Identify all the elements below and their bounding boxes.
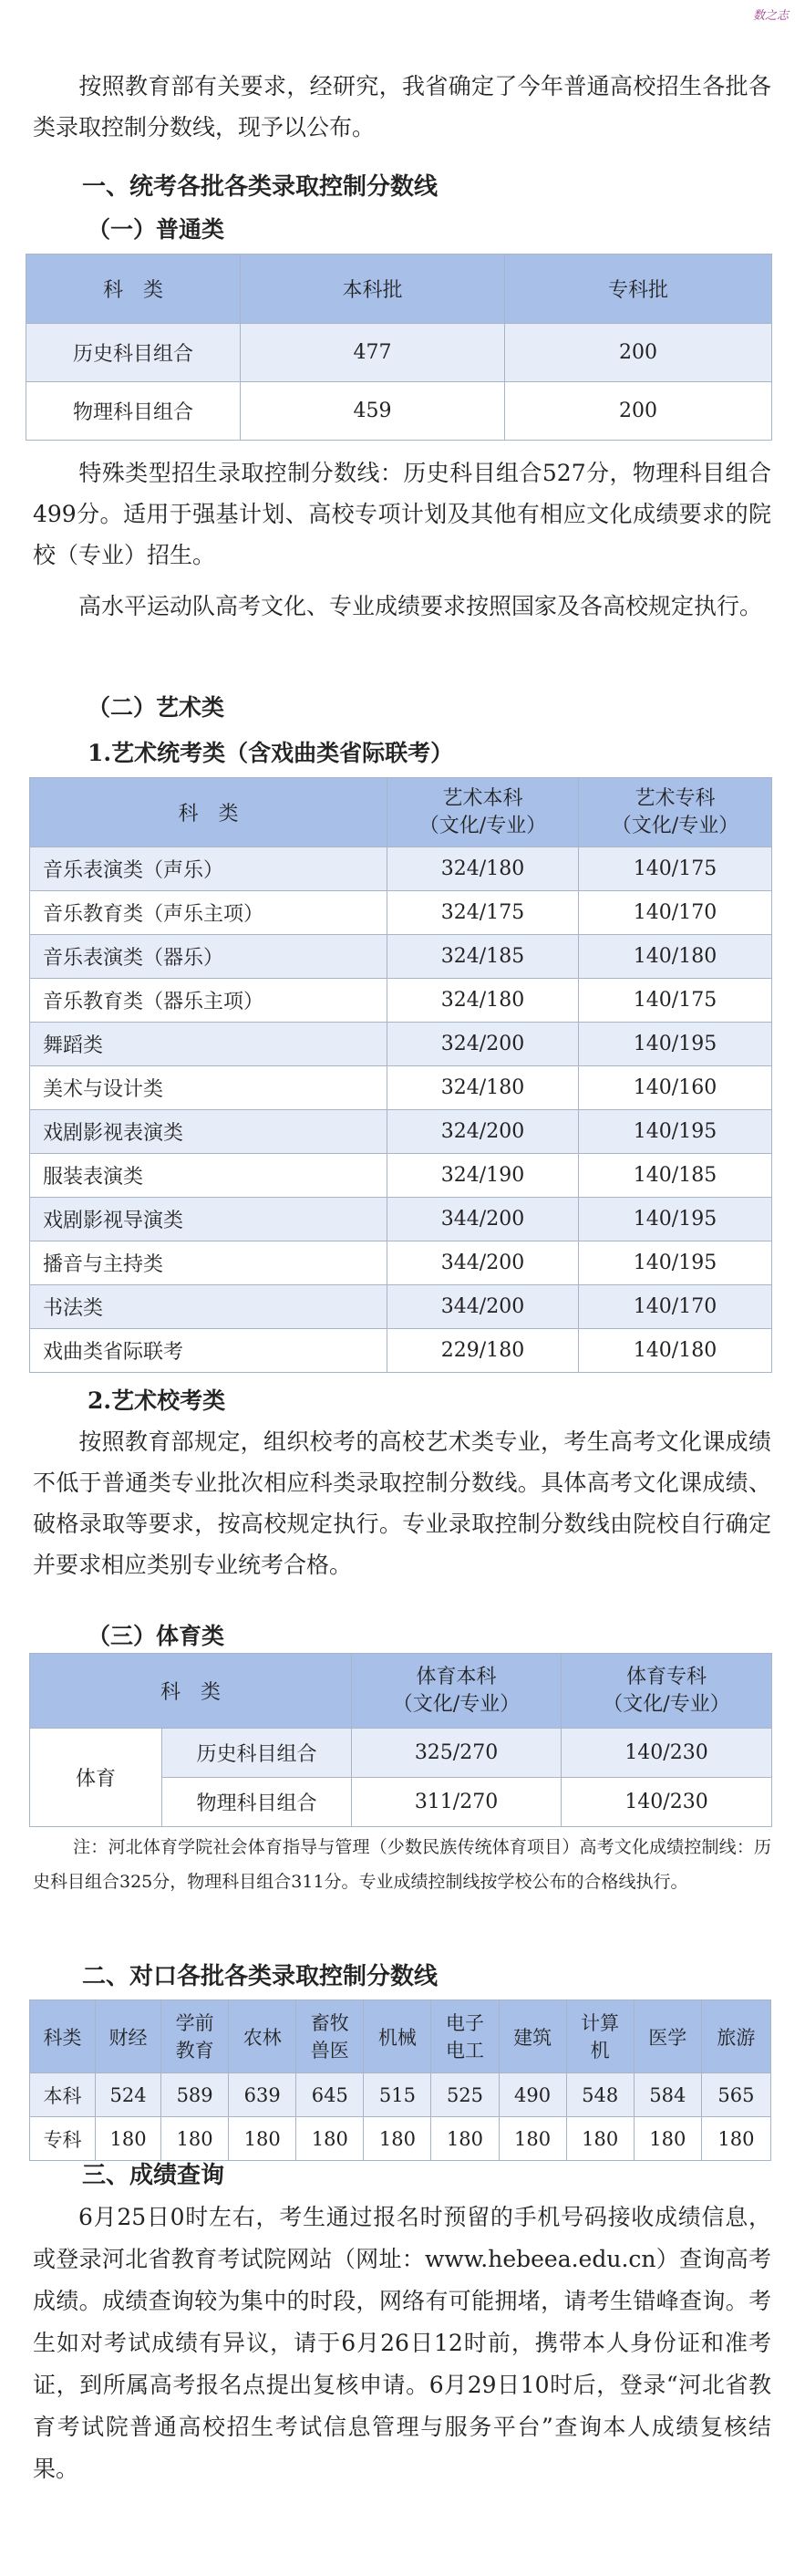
table-row xyxy=(30,891,772,935)
cell-score: 525 xyxy=(431,2073,499,2117)
row-college: 140/195 xyxy=(579,1198,772,1241)
pe-note xyxy=(33,1830,771,1899)
art-table xyxy=(29,777,772,1373)
pe-table xyxy=(29,1653,772,1827)
header-architecture: 建筑 xyxy=(499,2000,566,2073)
cell-score: 180 xyxy=(701,2117,770,2161)
intro-text: 按照教育部有关要求，经研究，我省确定了今年普通高校招生各批各类录取控制分数线，现予以公布。 xyxy=(33,73,771,140)
header-preschool-line2: 教育 xyxy=(175,2039,214,2062)
special-type-paragraph xyxy=(33,452,771,576)
row-name: 戏剧影视表演类 xyxy=(30,1110,387,1154)
header-undergrad: 本科批 xyxy=(241,254,505,324)
row-college: 140/230 xyxy=(562,1778,772,1827)
row-undergrad: 344/200 xyxy=(387,1241,579,1285)
table-row xyxy=(30,1110,772,1154)
special-type-text: 特殊类型招生录取控制分数线：历史科目组合527分，物理科目组合499分。适用于强基计划、高校专项计划及其他有相应文化成绩要求的院校（专业）招生。 xyxy=(33,460,771,568)
row-undergrad: 324/185 xyxy=(387,935,579,979)
header-art-college-unit: （文化/专业） xyxy=(611,814,739,837)
table-row xyxy=(30,1198,772,1241)
row-college: 140/180 xyxy=(579,1329,772,1373)
header-pe-undergrad-unit: （文化/专业） xyxy=(392,1692,521,1716)
row-college: 140/175 xyxy=(579,979,772,1023)
cell-score: 584 xyxy=(634,2073,701,2117)
row-name: 播音与主持类 xyxy=(30,1241,387,1285)
cell-score: 180 xyxy=(161,2117,229,2161)
header-category: 科类 xyxy=(30,2000,96,2073)
vocational-table xyxy=(29,2000,771,2161)
table-row xyxy=(30,2073,771,2117)
cell-score: 515 xyxy=(364,2073,431,2117)
row-name: 历史科目组合 xyxy=(26,324,241,382)
row-name: 书法类 xyxy=(30,1285,387,1329)
section1-heading: 一、统考各批各类录取控制分数线 xyxy=(82,173,439,201)
header-preschool-line1: 学前 xyxy=(175,2011,214,2034)
row-undergrad: 477 xyxy=(241,324,505,382)
table-row xyxy=(30,1285,772,1329)
header-computer xyxy=(566,2000,634,2073)
header-pe-undergrad xyxy=(352,1654,562,1729)
pe-heading: （三）体育类 xyxy=(88,1623,225,1649)
intro-paragraph xyxy=(33,66,771,148)
row-name: 音乐表演类（声乐） xyxy=(30,847,387,891)
header-mechanical: 机械 xyxy=(364,2000,431,2073)
row-undergrad: 324/180 xyxy=(387,847,579,891)
header-preschool xyxy=(161,2000,229,2073)
row-undergrad: 324/190 xyxy=(387,1154,579,1198)
row-college: 140/230 xyxy=(562,1729,772,1778)
row-name: 音乐表演类（器乐） xyxy=(30,935,387,979)
header-pe-college-unit: （文化/专业） xyxy=(603,1692,730,1716)
header-veterinary-line1: 畜牧 xyxy=(310,2011,349,2034)
sports-team-paragraph xyxy=(33,586,771,627)
row-college: 140/185 xyxy=(579,1154,772,1198)
cell-score: 180 xyxy=(229,2117,296,2161)
table-row xyxy=(26,324,772,382)
row-undergrad: 459 xyxy=(241,382,505,441)
art-school-heading: 2.艺术校考类 xyxy=(88,1387,226,1414)
row-name: 美术与设计类 xyxy=(30,1066,387,1110)
sports-team-text: 高水平运动队高考文化、专业成绩要求按照国家及各高校规定执行。 xyxy=(78,593,763,619)
table-row xyxy=(30,1241,772,1285)
cell-score: 180 xyxy=(634,2117,701,2161)
cell-score: 524 xyxy=(96,2073,161,2117)
row-name: 戏曲类省际联考 xyxy=(30,1329,387,1373)
cell-score: 180 xyxy=(96,2117,161,2161)
cell-score: 548 xyxy=(566,2073,634,2117)
header-electronics-line1: 电子 xyxy=(445,2011,484,2034)
table-row xyxy=(30,1023,772,1066)
row-name: 服装表演类 xyxy=(30,1154,387,1198)
cell-score: 639 xyxy=(229,2073,296,2117)
row-college: 140/195 xyxy=(579,1023,772,1066)
cell-score: 180 xyxy=(296,2117,364,2161)
table-row xyxy=(30,847,772,891)
row-name: 物理科目组合 xyxy=(162,1778,352,1827)
header-pe-college-label: 体育专科 xyxy=(626,1665,707,1688)
pe-note-text: 注：河北体育学院社会体育指导与管理（少数民族传统体育项目）高考文化成绩控制线：历史科目组合325分，物理科目组合311分。专业成绩控制线按学校公布的合格线执行。 xyxy=(33,1837,771,1892)
art-school-paragraph xyxy=(33,1421,771,1585)
score-query-paragraph xyxy=(33,2197,771,2490)
header-college: 专科批 xyxy=(505,254,772,324)
section3-heading: 三、成绩查询 xyxy=(82,2162,225,2189)
row-label: 本科 xyxy=(30,2073,96,2117)
table-row xyxy=(30,935,772,979)
row-undergrad: 229/180 xyxy=(387,1329,579,1373)
general-heading: （一）普通类 xyxy=(88,216,225,243)
header-subject: 科 类 xyxy=(26,254,241,324)
general-table xyxy=(26,254,772,441)
cell-score: 180 xyxy=(566,2117,634,2161)
header-medicine: 医学 xyxy=(634,2000,701,2073)
cell-score: 589 xyxy=(161,2073,229,2117)
header-art-undergrad-unit: （文化/专业） xyxy=(418,814,547,837)
table-row xyxy=(30,1154,772,1198)
row-name: 物理科目组合 xyxy=(26,382,241,441)
row-group: 体育 xyxy=(30,1729,162,1827)
row-name: 历史科目组合 xyxy=(162,1729,352,1778)
table-row xyxy=(30,1729,772,1778)
row-college: 200 xyxy=(505,324,772,382)
row-college: 140/195 xyxy=(579,1241,772,1285)
row-undergrad: 324/180 xyxy=(387,1066,579,1110)
row-college: 140/170 xyxy=(579,891,772,935)
header-agriculture: 农林 xyxy=(229,2000,296,2073)
cell-score: 645 xyxy=(296,2073,364,2117)
cell-score: 180 xyxy=(499,2117,566,2161)
row-undergrad: 324/200 xyxy=(387,1023,579,1066)
header-veterinary-line2: 兽医 xyxy=(310,2039,349,2062)
header-electronics xyxy=(431,2000,499,2073)
row-undergrad: 324/200 xyxy=(387,1110,579,1154)
cell-score: 180 xyxy=(364,2117,431,2161)
row-undergrad: 324/175 xyxy=(387,891,579,935)
header-computer-line2: 机 xyxy=(590,2039,610,2062)
cell-score: 565 xyxy=(701,2073,770,2117)
art-school-text: 按照教育部规定，组织校考的高校艺术类专业，考生高考文化课成绩不低于普通类专业批次相应科类录取控制分数线。具体高考文化课成绩、破格录取等要求，按高校规定执行。专业录取控制分数线由院校自行确定并要求相应类别专业统考合格。 xyxy=(33,1428,771,1578)
header-art-college xyxy=(579,778,772,847)
header-veterinary xyxy=(296,2000,364,2073)
row-college: 200 xyxy=(505,382,772,441)
row-college: 140/195 xyxy=(579,1110,772,1154)
table-row xyxy=(30,2117,771,2161)
row-undergrad: 324/180 xyxy=(387,979,579,1023)
row-college: 140/170 xyxy=(579,1285,772,1329)
header-art-college-label: 艺术专科 xyxy=(635,786,716,810)
header-electronics-line2: 电工 xyxy=(445,2039,484,2062)
row-college: 140/180 xyxy=(579,935,772,979)
header-computer-line1: 计算 xyxy=(581,2011,620,2034)
row-undergrad: 311/270 xyxy=(352,1778,562,1827)
cell-score: 180 xyxy=(431,2117,499,2161)
row-college: 140/175 xyxy=(579,847,772,891)
score-query-text: 6月25日0时左右，考生通过报名时预留的手机号码接收成绩信息，或登录河北省教育考试院网站（网址：www.hebeea.edu.cn）查询高考成绩。成绩查询较为集中的时段，网络有可能拥堵，请考生错峰查询。考生如对考试成绩有异议，请于6月26日12时前，携带本人身份证和准考证，到所属高考报名点提出复核申请。6月29日10时后，登录“河北省教育考试院普通高校招生考试信息管理与服务平台”查询本人成绩复核结果。 xyxy=(33,2204,771,2482)
table-row xyxy=(30,979,772,1023)
art-unified-heading: 1.艺术统考类（含戏曲类省际联考） xyxy=(88,740,454,766)
row-name: 音乐教育类（声乐主项） xyxy=(30,891,387,935)
header-pe-college xyxy=(562,1654,772,1729)
header-subject: 科 类 xyxy=(30,778,387,847)
table-row xyxy=(30,1329,772,1373)
row-name: 音乐教育类（器乐主项） xyxy=(30,979,387,1023)
row-college: 140/160 xyxy=(579,1066,772,1110)
corner-watermark: 数之志 xyxy=(752,9,789,23)
header-art-undergrad-label: 艺术本科 xyxy=(442,786,523,810)
row-label: 专科 xyxy=(30,2117,96,2161)
row-name: 戏剧影视导演类 xyxy=(30,1198,387,1241)
header-art-undergrad xyxy=(387,778,579,847)
header-tourism: 旅游 xyxy=(701,2000,770,2073)
cell-score: 490 xyxy=(499,2073,566,2117)
header-pe-undergrad-label: 体育本科 xyxy=(416,1665,497,1688)
section2-heading: 二、对口各批各类录取控制分数线 xyxy=(82,1963,439,1990)
header-finance: 财经 xyxy=(96,2000,161,2073)
row-undergrad: 325/270 xyxy=(352,1729,562,1778)
table-row xyxy=(30,1066,772,1110)
table-row xyxy=(26,382,772,441)
row-name: 舞蹈类 xyxy=(30,1023,387,1066)
header-subject: 科 类 xyxy=(30,1654,352,1729)
row-undergrad: 344/200 xyxy=(387,1285,579,1329)
art-heading: （二）艺术类 xyxy=(88,694,225,721)
row-undergrad: 344/200 xyxy=(387,1198,579,1241)
